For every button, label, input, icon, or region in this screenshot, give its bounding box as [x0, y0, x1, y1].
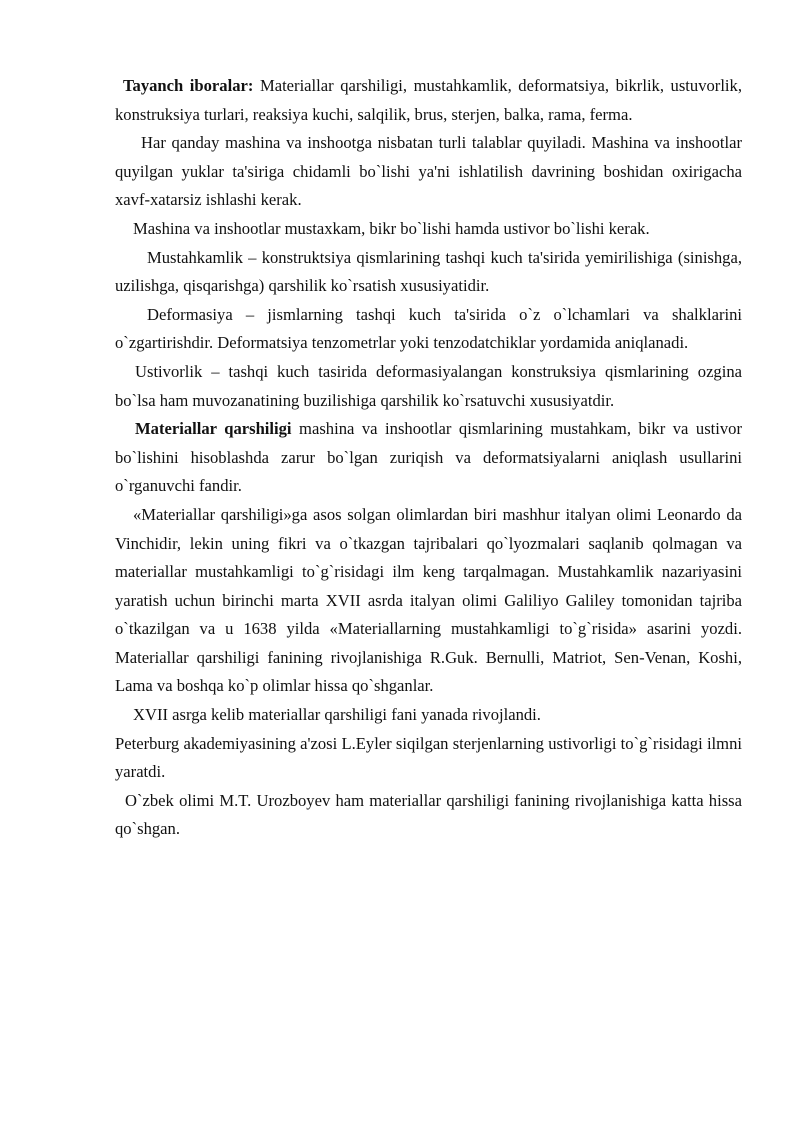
history-paragraph: «Materiallar qarshiligi»ga asos solgan olimlardan biri mashhur italyan olimi Leonardo da Vinchidir, lekin uning fikri va o`tkazgan tajribalari qo`lyozmalari saqlanib qolmagan va materiallar mustahkamligi to`g`risidagi ilm keng tarqalmagan. Mustahkamlik nazariyasini yaratish uchun birinchi marta XVII asrda italyan olimi Galiliyo Galiley tomonidan tajriba o`tkazilgan va u 1638 yilda «Materiallarning mustahkamligi to`g`risida» asarini yozdi. Materiallar qarshiligi fanining rivojlanishiga R.Guk. Bernulli, Matriot, Sen-Venan, Koshi, Lama va boshqa ko`p olimlar hissa qo`shganlar. — [115, 504, 742, 696]
keywords-text: Materiallar qarshiligi, mustahkamlik, deformatsiya, bikrlik, ustuvorlik, konstruksiya turlari, reaksiya kuchi, salqilik, brus, sterjen, balka, rama, ferma. — [115, 76, 742, 124]
stability-definition-paragraph: Ustivorlik – tashqi kuch tasirida deformasiyalangan konstruksiya qismlarining ozgina bo`lsa ham muvozanatining buzilishiga qarshilik ko`rsatuvchi xususiyatdir. — [115, 361, 742, 410]
strength-requirement-paragraph: Mashina va inshootlar mustaxkam, bikr bo`lishi hamda ustivor bo`lishi kerak. — [133, 218, 650, 238]
subject-heading: Materiallar qarshiligi — [135, 419, 292, 439]
century-paragraph: XVII asrga kelib materiallar qarshiligi fani yanada rivojlandi. — [133, 705, 541, 725]
keywords-paragraph — [115, 72, 742, 129]
keywords-heading: Tayanch iboralar: — [123, 76, 254, 95]
deformation-definition-paragraph: Deformasiya – jismlarning tashqi kuch ta'sirida o`z o`lchamlari va shalklarini o`zgartirishdir. Deformatsiya tenzometrlar yoki tenzodatchiklar yordamida aniqlanadi. — [115, 304, 742, 353]
uzbek-scientist-paragraph: O`zbek olimi M.T. Urozboyev ham materiallar qarshiligi fanining rivojlanishiga katta hissa qo`shgan. — [115, 790, 742, 839]
requirements-paragraph: Har qanday mashina va inshootga nisbatan turli talablar quyiladi. Mashina va inshootlar quyilgan yuklar ta'siriga chidamli bo`lishi ya'ni ishlatilish davrining boshidan oxirigacha xavf-xatarsiz ishlashi kerak. — [115, 133, 742, 210]
subject-definition-paragraph — [115, 415, 742, 501]
document-page — [115, 72, 742, 844]
strength-definition-paragraph: Mustahkamlik – konstruktsiya qismlarining tashqi kuch ta'sirida yemirilishiga (sinishga, uzilishga, qisqarishga) qarshilik ko`rsatish xususiyatidir. — [115, 247, 742, 296]
subject-text: mashina va inshootlar qismlarining mustahkam, bikr va ustivor bo`lishini hisoblashda zarur bo`lgan zuriqish va deformatsiyalarni aniqlash usullarini o`rganuvchi fandir. — [115, 419, 743, 496]
euler-paragraph: Peterburg akademiyasining a'zosi L.Eyler siqilgan sterjenlarning ustivorligi to`g`risidagi ilmni yaratdi. — [115, 733, 742, 782]
